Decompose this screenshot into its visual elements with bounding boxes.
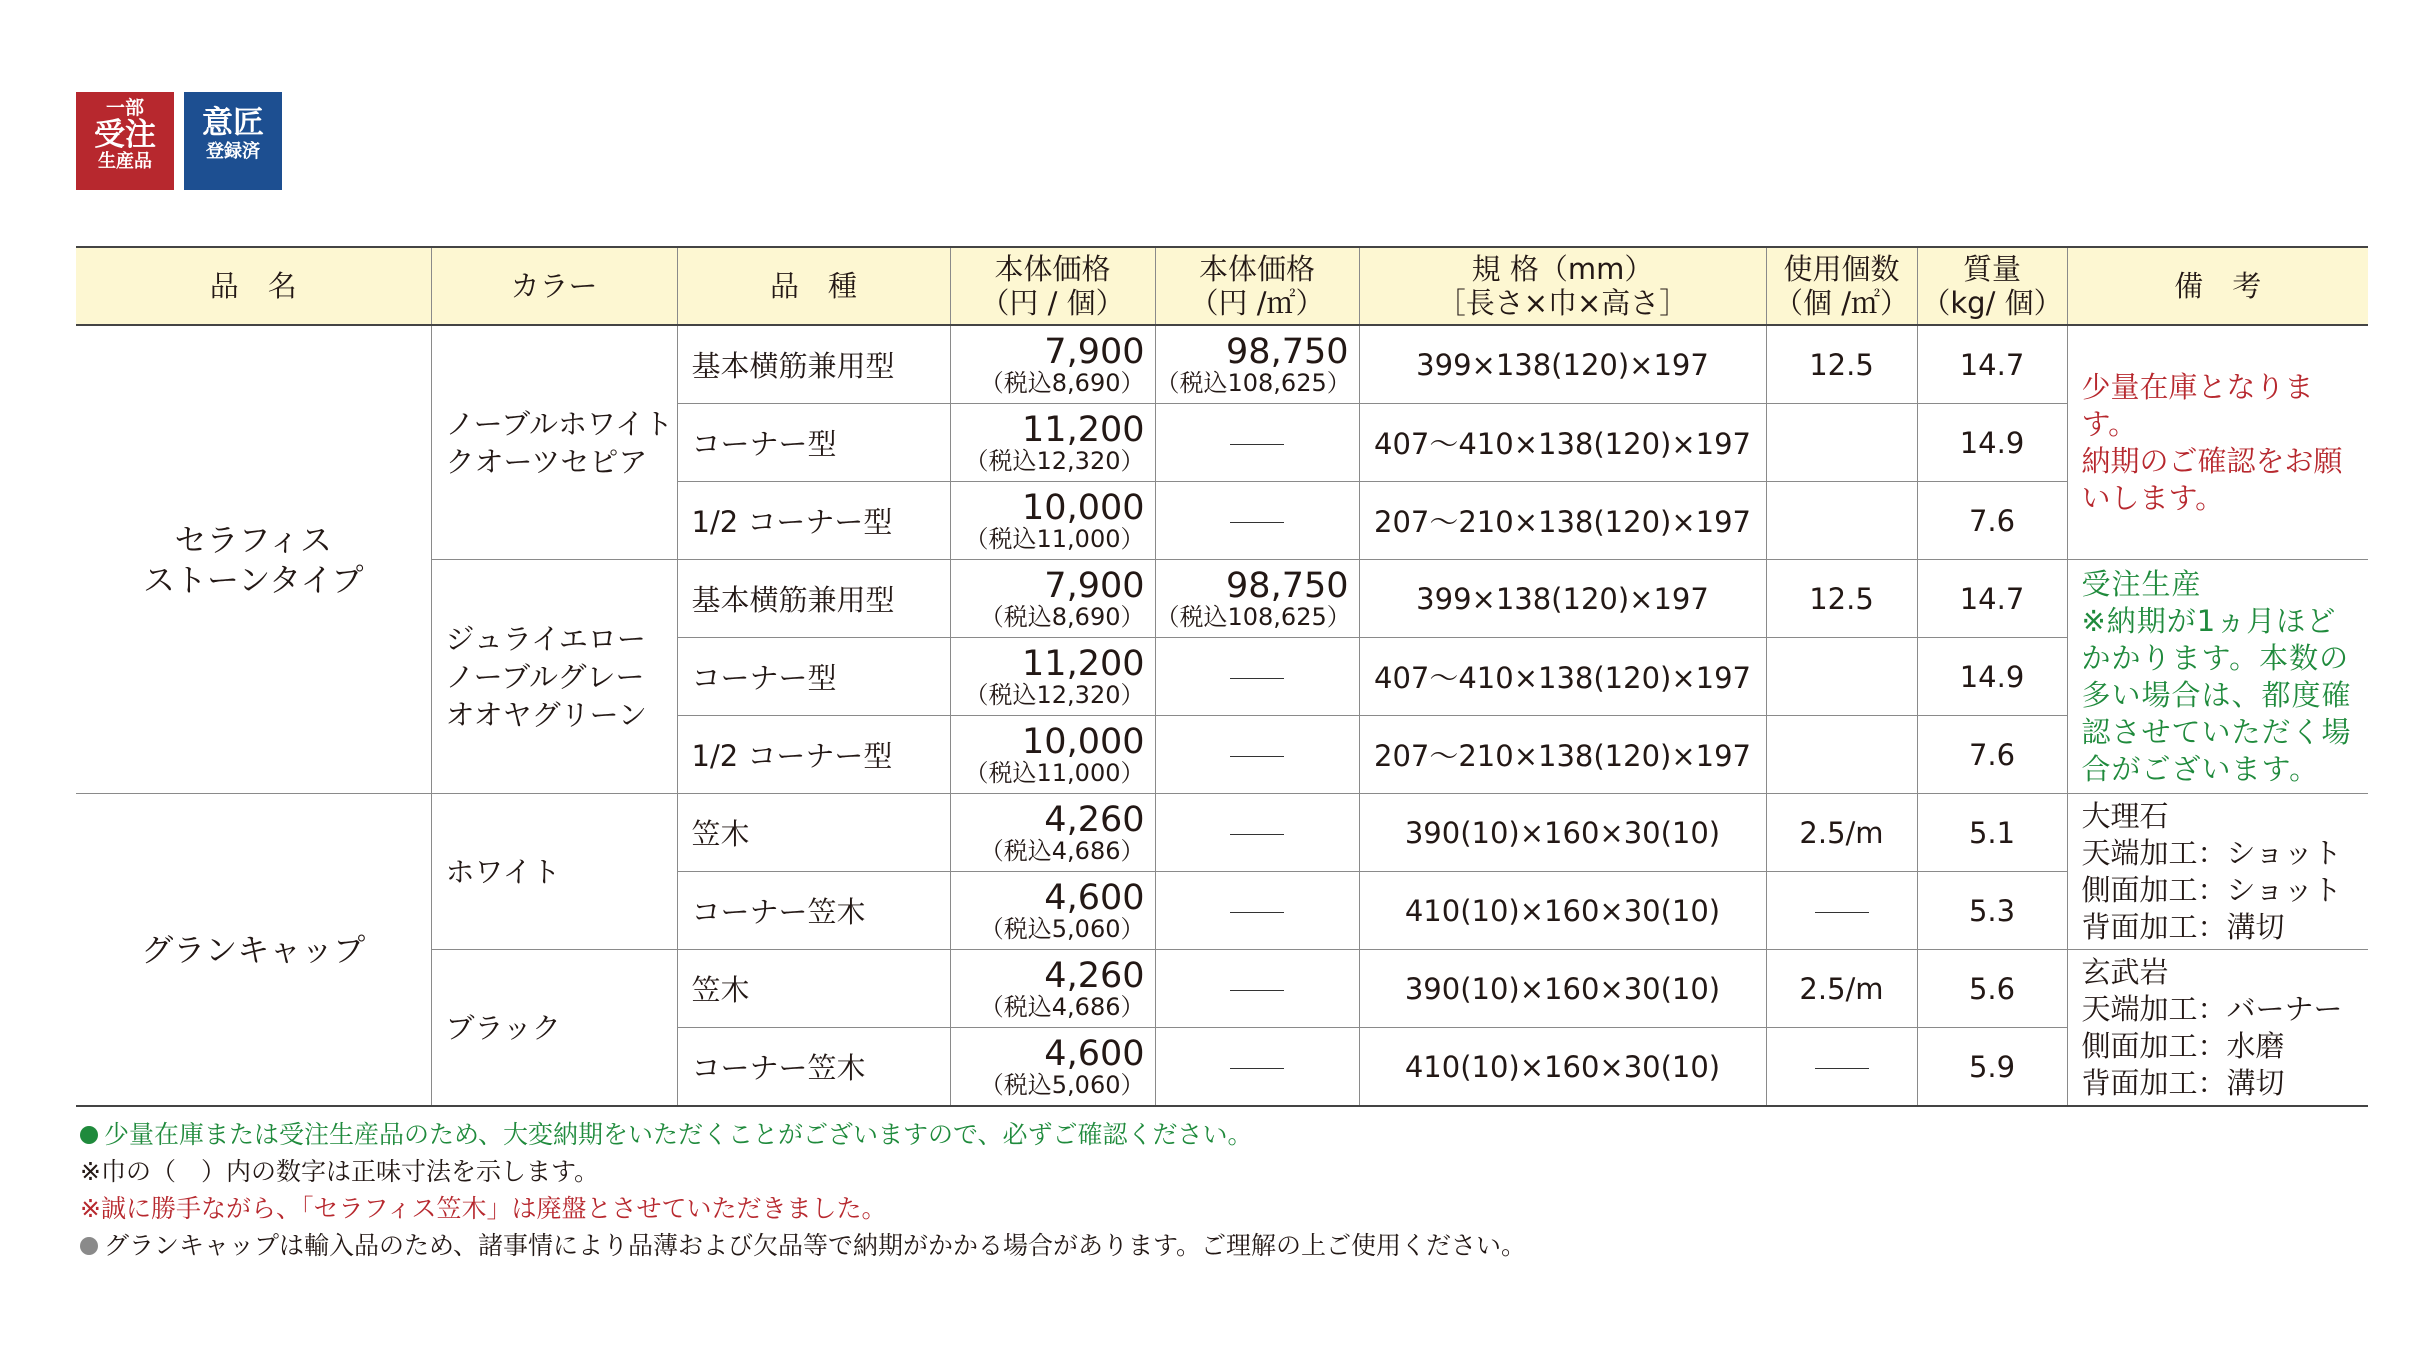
type-cell: コーナー笠木 bbox=[677, 872, 950, 950]
quantity-cell: 12.5 bbox=[1766, 325, 1917, 404]
weight-cell: 5.1 bbox=[1917, 794, 2067, 872]
spec-cell: 399×138(120)×197 bbox=[1359, 325, 1766, 404]
spec-cell: 207〜210×138(120)×197 bbox=[1359, 482, 1766, 560]
weight-cell: 14.7 bbox=[1917, 325, 2067, 404]
weight-cell: 7.6 bbox=[1917, 482, 2067, 560]
footnote-import: グランキャップは輸入品のため、諸事情により品薄および欠品等で納期がかかる場合があります。ご理解の上ご使用ください。 bbox=[80, 1231, 1526, 1261]
order-production-badge bbox=[76, 92, 174, 190]
remarks-cell: 受注生産 ※納期が1ヵ月ほど かかります。本数の 多い場合は、都度確 認させていただく場 合がございます。 bbox=[2067, 560, 2368, 794]
remarks-cell: 少量在庫となります。 納期のご確認をお願 いします。 bbox=[2067, 325, 2368, 560]
spec-cell: 207〜210×138(120)×197 bbox=[1359, 716, 1766, 794]
green-dot-icon bbox=[80, 1126, 98, 1144]
type-cell: 1/2 コーナー型 bbox=[677, 482, 950, 560]
header-type: 品 種 bbox=[677, 247, 950, 325]
header-weight: 質量 （kg/ 個） bbox=[1917, 247, 2067, 325]
area-price-cell: 98,750 （税込108,625） bbox=[1155, 560, 1359, 638]
footnote-width: ※巾の（ ）内の数字は正味寸法を示します。 bbox=[80, 1157, 599, 1186]
unit-price-cell: 4,600 （税込5,060） bbox=[950, 872, 1155, 950]
color-cell: ノーブルホワイト クオーツセピア bbox=[431, 325, 677, 560]
type-cell: 笠木 bbox=[677, 950, 950, 1028]
spec-cell: 390(10)×160×30(10) bbox=[1359, 794, 1766, 872]
design-registered-badge bbox=[184, 92, 282, 190]
dash-mark bbox=[1230, 522, 1284, 523]
type-cell: コーナー笠木 bbox=[677, 1028, 950, 1107]
spec-cell: 410(10)×160×30(10) bbox=[1359, 1028, 1766, 1107]
quantity-cell bbox=[1766, 638, 1917, 716]
area-price-cell bbox=[1155, 950, 1359, 1028]
table-header-row bbox=[76, 247, 2368, 325]
type-cell: コーナー型 bbox=[677, 404, 950, 482]
unit-price-cell: 10,000 （税込11,000） bbox=[950, 482, 1155, 560]
footnote-stock: 少量在庫または受注生産品のため、大変納期をいただくことがございますので、必ずご確認ください。 bbox=[80, 1120, 1253, 1150]
header-quantity: 使用個数 （個 /㎡） bbox=[1766, 247, 1917, 325]
dash-mark bbox=[1230, 1068, 1284, 1069]
weight-cell: 5.3 bbox=[1917, 872, 2067, 950]
spec-cell: 407〜410×138(120)×197 bbox=[1359, 404, 1766, 482]
quantity-cell: 2.5/m bbox=[1766, 950, 1917, 1028]
dash-mark bbox=[1815, 912, 1869, 913]
quantity-cell bbox=[1766, 716, 1917, 794]
weight-cell: 7.6 bbox=[1917, 716, 2067, 794]
area-price-cell bbox=[1155, 872, 1359, 950]
product-spec-table bbox=[76, 246, 2368, 1107]
dash-mark bbox=[1230, 990, 1284, 991]
weight-cell: 14.9 bbox=[1917, 638, 2067, 716]
area-price-cell bbox=[1155, 482, 1359, 560]
dash-mark bbox=[1230, 756, 1284, 757]
type-cell: コーナー型 bbox=[677, 638, 950, 716]
badge-sub-text: 登録済 bbox=[206, 141, 260, 162]
product-name-cell: グランキャップ bbox=[76, 794, 431, 1107]
dash-mark bbox=[1230, 912, 1284, 913]
unit-price-cell: 11,200 （税込12,320） bbox=[950, 404, 1155, 482]
badge-main-text: 意匠 bbox=[202, 105, 264, 141]
color-cell: ジュライエロー ノーブルグレー オオヤグリーン bbox=[431, 560, 677, 794]
type-cell: 笠木 bbox=[677, 794, 950, 872]
dash-mark bbox=[1230, 678, 1284, 679]
dash-mark bbox=[1815, 1068, 1869, 1069]
table-row bbox=[76, 794, 2368, 872]
type-cell: 1/2 コーナー型 bbox=[677, 716, 950, 794]
header-unit-price: 本体価格 （円 / 個） bbox=[950, 247, 1155, 325]
unit-price-cell: 7,900 （税込8,690） bbox=[950, 560, 1155, 638]
header-remarks: 備 考 bbox=[2067, 247, 2368, 325]
color-cell: ブラック bbox=[431, 950, 677, 1107]
area-price-cell bbox=[1155, 716, 1359, 794]
remarks-cell: 玄武岩 天端加工：バーナー 側面加工：水磨 背面加工：溝切 bbox=[2067, 950, 2368, 1107]
quantity-cell: 2.5/m bbox=[1766, 794, 1917, 872]
badge-top-text: 一部 bbox=[105, 97, 144, 119]
quantity-cell bbox=[1766, 1028, 1917, 1107]
color-cell: ホワイト bbox=[431, 794, 677, 950]
area-price-cell: 98,750 （税込108,625） bbox=[1155, 325, 1359, 404]
unit-price-cell: 10,000 （税込11,000） bbox=[950, 716, 1155, 794]
quantity-cell: 12.5 bbox=[1766, 560, 1917, 638]
unit-price-cell: 4,260 （税込4,686） bbox=[950, 950, 1155, 1028]
spec-cell: 410(10)×160×30(10) bbox=[1359, 872, 1766, 950]
spec-cell: 407〜410×138(120)×197 bbox=[1359, 638, 1766, 716]
remarks-cell: 大理石 天端加工：ショット 側面加工：ショット 背面加工：溝切 bbox=[2067, 794, 2368, 950]
unit-price-cell: 4,260 （税込4,686） bbox=[950, 794, 1155, 872]
area-price-cell bbox=[1155, 1028, 1359, 1107]
quantity-cell bbox=[1766, 404, 1917, 482]
unit-price-cell: 7,900 （税込8,690） bbox=[950, 325, 1155, 404]
badge-sub-text: 生産品 bbox=[98, 151, 152, 172]
type-cell: 基本横筋兼用型 bbox=[677, 325, 950, 404]
area-price-cell bbox=[1155, 638, 1359, 716]
unit-price-cell: 4,600 （税込5,060） bbox=[950, 1028, 1155, 1107]
header-area-price: 本体価格 （円 /㎡） bbox=[1155, 247, 1359, 325]
product-name-cell: セラフィス ストーンタイプ bbox=[76, 325, 431, 794]
type-cell: 基本横筋兼用型 bbox=[677, 560, 950, 638]
dash-mark bbox=[1230, 444, 1284, 445]
weight-cell: 5.9 bbox=[1917, 1028, 2067, 1107]
gray-dot-icon bbox=[80, 1237, 98, 1255]
table-row bbox=[76, 325, 2368, 404]
badge-main-text: 受注 bbox=[94, 117, 156, 153]
dash-mark bbox=[1230, 834, 1284, 835]
header-color: カラー bbox=[431, 247, 677, 325]
header-spec: 規 格（mm） ［長さ×巾×高さ］ bbox=[1359, 247, 1766, 325]
header-name: 品 名 bbox=[76, 247, 431, 325]
area-price-cell bbox=[1155, 794, 1359, 872]
footnote-discontinued: ※誠に勝手ながら、「セラフィス笠木」は廃盤とさせていただきました。 bbox=[80, 1194, 887, 1223]
quantity-cell bbox=[1766, 872, 1917, 950]
unit-price-cell: 11,200 （税込12,320） bbox=[950, 638, 1155, 716]
area-price-cell bbox=[1155, 404, 1359, 482]
weight-cell: 14.9 bbox=[1917, 404, 2067, 482]
quantity-cell bbox=[1766, 482, 1917, 560]
spec-cell: 399×138(120)×197 bbox=[1359, 560, 1766, 638]
weight-cell: 14.7 bbox=[1917, 560, 2067, 638]
spec-cell: 390(10)×160×30(10) bbox=[1359, 950, 1766, 1028]
weight-cell: 5.6 bbox=[1917, 950, 2067, 1028]
